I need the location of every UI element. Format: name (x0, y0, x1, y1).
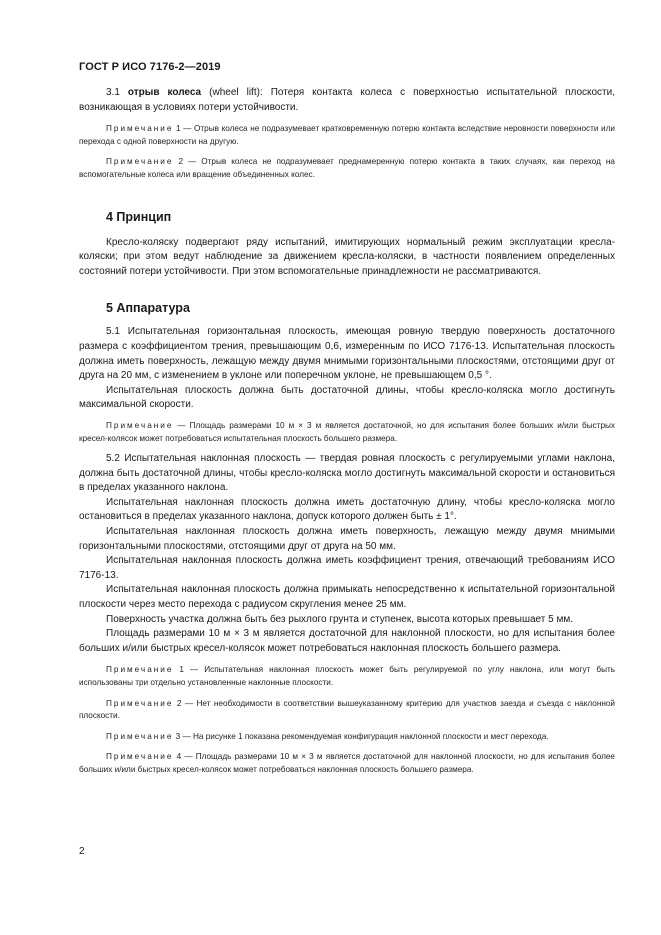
note-5-2-3: Примечание 3 — На рисунке 1 показана рекомендуемая конфигурация наклонной плоскости и мест перехода. (106, 731, 549, 741)
section-title-5: 5 Аппаратура (106, 301, 190, 316)
clause-5-2-paragraph: Испытательная наклонная плоскость должна иметь достаточную длину, чтобы кресло-коляска могло остановиться в пределах указанного наклона, допуск которого должен быть ± 1°. (79, 496, 615, 523)
section-title-4: 4 Принцип (106, 209, 172, 224)
clause-5-2-paragraph: Поверхность участка должна быть без рыхлого грунта и ступенек, высота которых превышает 5 мм. (106, 613, 573, 625)
clause-5-1: 5.1 Испытательная горизонтальная плоскость, имеющая ровную твердую поверхность достаточного размера с коэффициентом трения, превышающим 0,6, измеренным по ИСО 7176-13. Испытательная плоскость должна иметь поверхность, лежащую между двумя мнимыми горизонтальными плоскостями, отстоящими друг от друга на 20 мм, с изменением в уклоне или поперечном уклоне, не превышающем 0,5 °. (79, 326, 615, 382)
note-label: Примечание (106, 665, 174, 675)
document-body (79, 86, 615, 777)
note-3-1-1: Примечание 1 — Отрыв колеса не подразумевает кратковременную потерю контакта вследствие неровности поверхности или перехода с одной поверхности на другую. (79, 124, 615, 146)
clause-5-1-paragraph: Испытательная плоскость должна быть достаточной длины, чтобы кресло-коляска могло достигнуть максимальной скорости. (79, 384, 615, 411)
definition-text: Потеря контакта колеса с поверхностью испытательной плоскости, возникающая в условиях потери устойчивости. (79, 87, 616, 113)
term: отрыв колеса (127, 87, 202, 98)
note-text: Площадь размерами 10 м × 3 м является достаточной, но для испытания более больших и/или быстрых кресел-колясок может потребоваться испытательная плоскость большего размера. (79, 420, 615, 443)
note-5-2-4: Примечание 4 — Площадь размерами 10 м × 3 м является достаточной для наклонной плоскости, но для испытания более больших и/или быстрых кресел-колясок может потребоваться наклонная плоскость большего размера. (79, 752, 615, 774)
note-label: Примечание (106, 731, 174, 741)
term-english: (wheel lift): (209, 87, 263, 98)
note-text: Испытательная наклонная плоскость может быть регулируемой по углу наклона, или могут быть использованы три отдельно установленные наклонные плоскости. (79, 665, 615, 687)
note-3-1-2: Примечание 2 — Отрыв колеса не подразумевает преднамеренную потерю контакта в таких случаях, как переход на вспомогательные колеса или вращение объединенных колес. (79, 157, 615, 179)
note-5-1: Примечание — Площадь размерами 10 м × 3 м является достаточной, но для испытания более больших и/или быстрых кресел-колясок может потребоваться испытательная плоскость большего размера. (79, 420, 615, 443)
note-text: Отрыв колеса не подразумевает кратковременную потерю контакта вследствие неровности поверхности или перехода с одной поверхности на другую. (79, 124, 615, 146)
note-label: Примечание (106, 752, 174, 762)
note-text: Площадь размерами 10 м × 3 м является достаточной для наклонной плоскости, но для испытания более больших и/или быстрых кресел-колясок может потребоваться наклонная плоскость большего размера. (79, 752, 615, 774)
clause-5-2-paragraph: Испытательная наклонная плоскость должна примыкать непосредственно к испытательной горизонтальной плоскости через место перехода с радиусом скругления менее 25 мм. (79, 584, 615, 611)
note-text: Нет необходимости в соответствии вышеуказанному критерию для участков заезда и съезда с наклонной плоскости. (79, 698, 615, 721)
note-text: Отрыв колеса не подразумевает преднамеренную потерю контакта в таких случаях, как переход на вспомогательные колеса или вращение объединенных колес. (79, 157, 615, 179)
note-label: Примечание (106, 420, 174, 430)
definition-3-1 (79, 86, 615, 115)
note-label: Примечание (106, 698, 174, 708)
note-label: Примечание (106, 157, 174, 167)
note-5-2-2: Примечание 2 — Нет необходимости в соответствии вышеуказанному критерию для участков заезда и съезда с наклонной плоскости. (79, 698, 615, 721)
page-number: 2 (79, 846, 85, 857)
clause-5-2-paragraph: Испытательная наклонная плоскость должна иметь коэффициент трения, отвечающий требованиям ИСО 7176-13. (79, 555, 615, 581)
clause-number: 3.1 (106, 87, 120, 98)
clause-5-2-paragraph: Испытательная наклонная плоскость должна иметь поверхность, лежащую между двумя мнимыми горизонтальными плоскостями, отстоящими друг от друга на 50 мм. (79, 526, 615, 552)
note-label: Примечание (106, 124, 174, 134)
clause-5-2-paragraph: Площадь размерами 10 м × 3 м является достаточной для наклонной плоскости, но для испытания более больших и/или быстрых кресел-колясок может потребоваться наклонная плоскость большего размера. (79, 628, 615, 654)
note-5-2-1: Примечание 1 — Испытательная наклонная плоскость может быть регулируемой по углу наклона, или могут быть использованы три отдельно установленные наклонные плоскости. (79, 665, 615, 687)
section-4-text: Кресло-коляску подвергают ряду испытаний, имитирующих нормальный режим эксплуатации кресла-коляски; при этом ведут наблюдение за движением кресла-коляски, в частности появлением определенных состояний потери устойчивости. При этом вспомогательные принадлежности не рассматриваются. (79, 236, 615, 277)
document-header: ГОСТ Р ИСО 7176-2—2019 (79, 61, 221, 73)
clause-5-2: 5.2 Испытательная наклонная плоскость — твердая ровная плоскость с регулируемыми углами наклона, должна быть достаточной длины, чтобы кресло-коляска могло достигнуть максимальной скорости и остановиться в пределах указанного наклона. (79, 453, 615, 494)
note-text: На рисунке 1 показана рекомендуемая конфигурация наклонной плоскости и мест перехода. (192, 731, 549, 741)
